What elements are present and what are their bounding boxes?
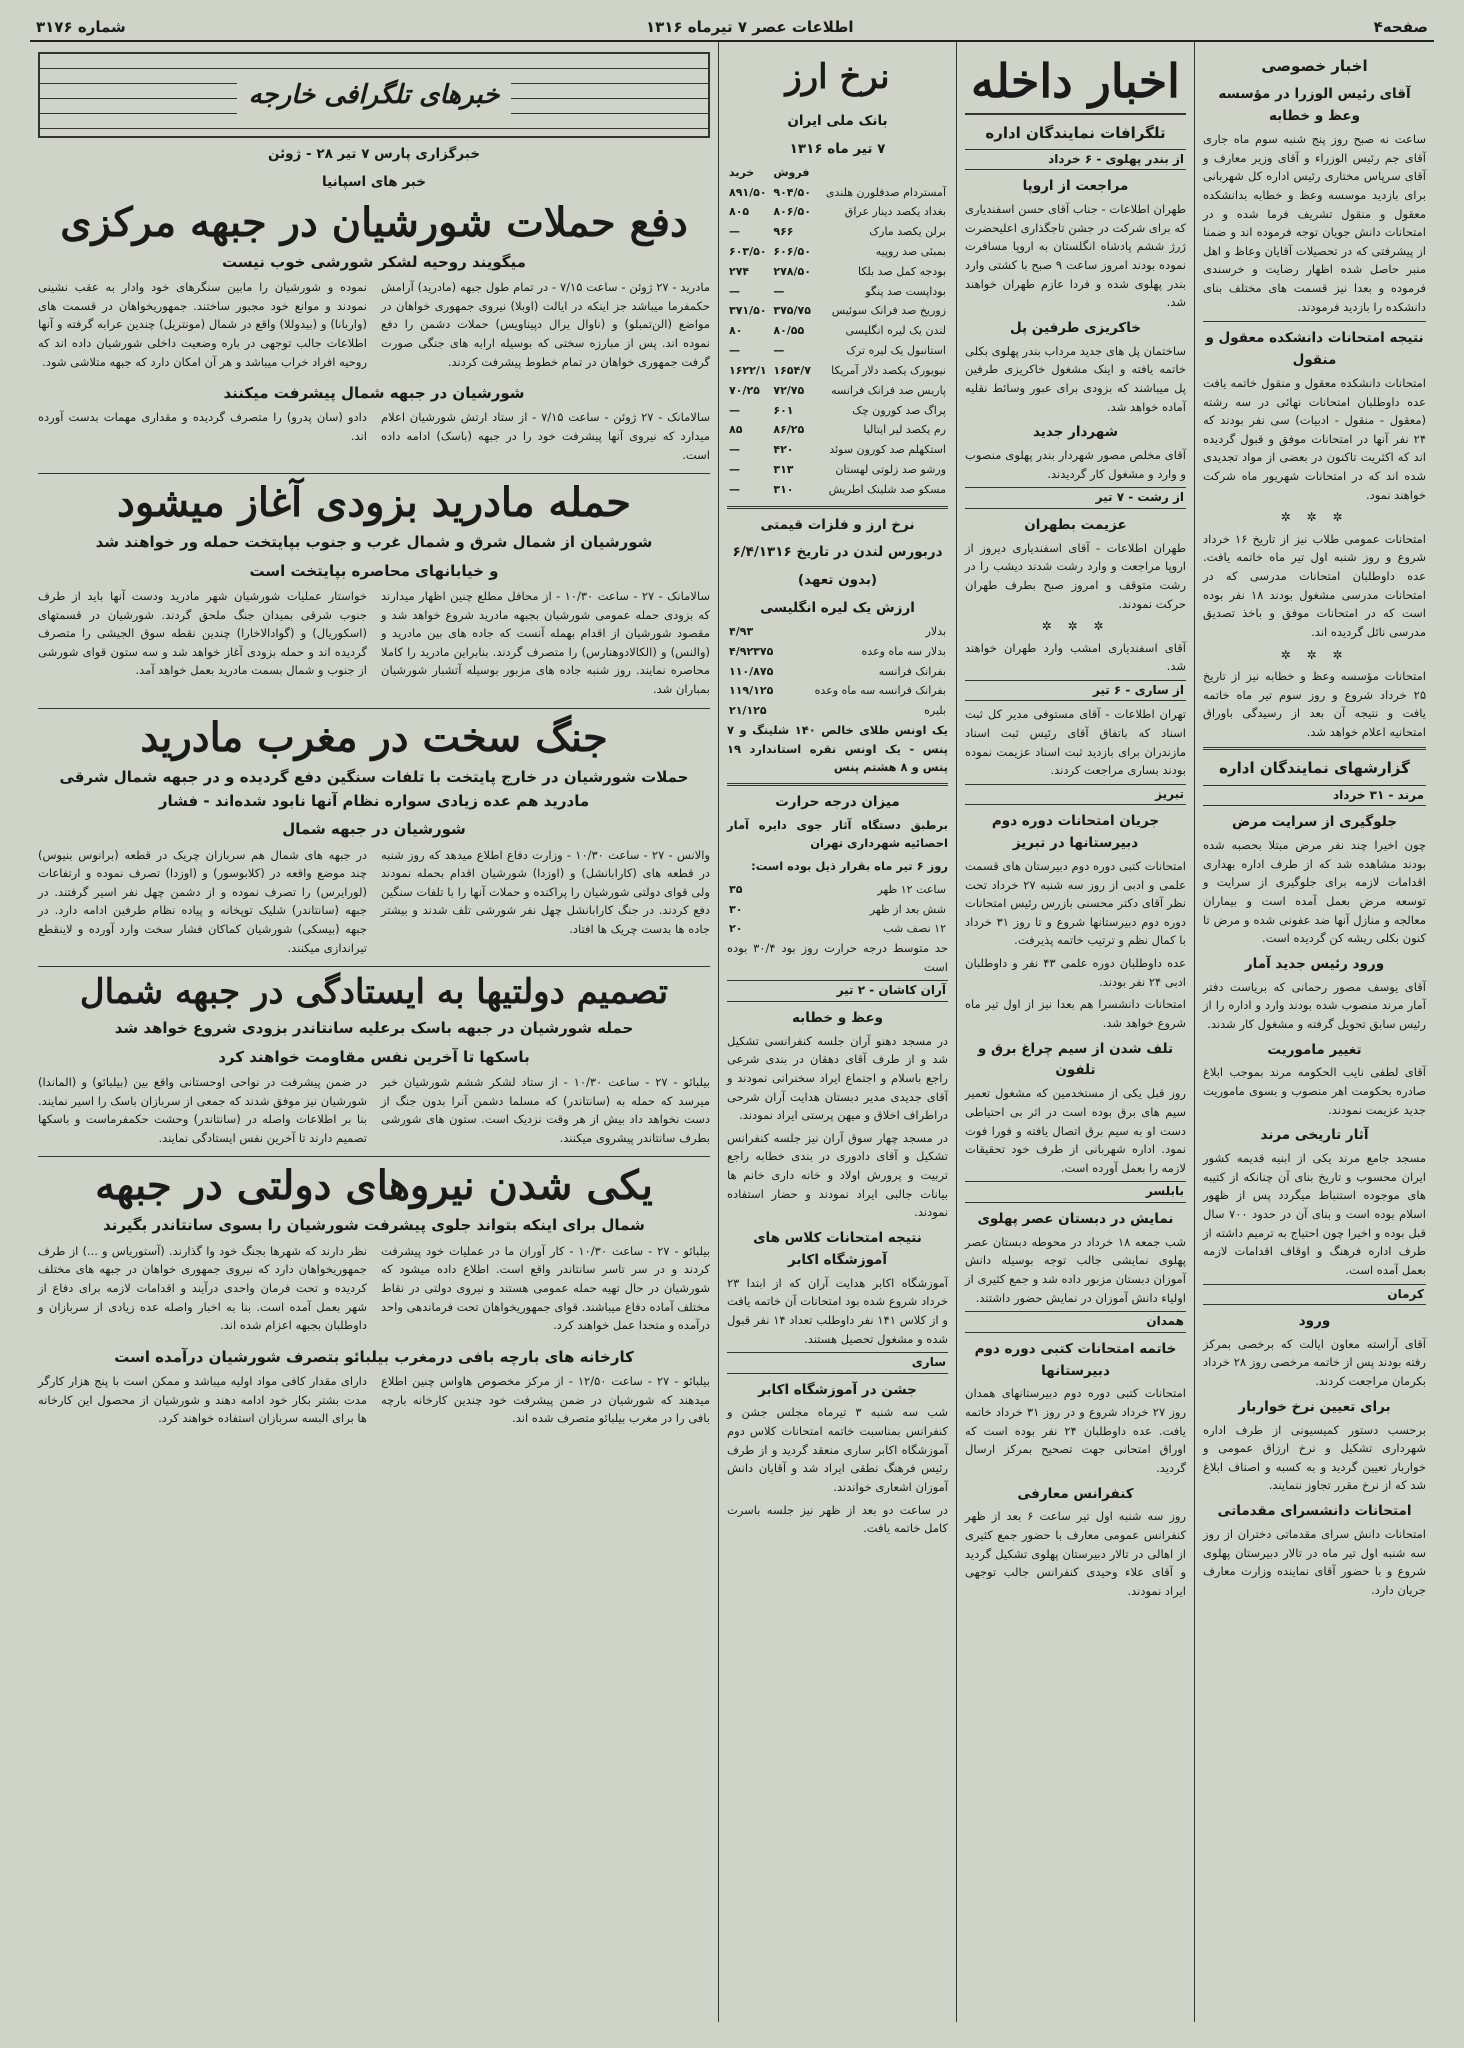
rate-row-currency: استانبول یک لیره ترک [846,344,946,358]
column-exchange-rates [718,42,956,2022]
article-body: نظر دارند که شهرها بجنگ خود وا گذارند. (آستوریاس و ...) از طرف جمهوریخواهان دارد که نیروی جمهوری خواهان در جبهه های مختلف کردیده و تحت فرمان واحدی درآیند و اقدامات لازمه برای دفاع از شهر بعمل آمده است. بنا به اخبار واصله عده زیادی از سربازان و داوطلبان بجبهه اعزام شده اند. [38,1243,367,1333]
article-title: جشن در آموزشگاه اکابر [758,1381,917,1398]
divider [727,783,948,786]
agency-dateline: خبرگزاری پارس ۷ تیر ۲۸ - ژوئن [267,146,481,162]
rate-row-buy: — [729,482,740,496]
divider [38,473,710,474]
article-body: بیلبائو - ۲۷ - ساعت ۱۰/۳۰ - از ستاد لشکر ششم شورشیان خبر میرسد که حمله به (سانتاندر) که مسلما دشمن آنرا بدون جنگ از دست نخواهد داد بیش از هر وقت نزدیک است. ستون های شورشی بطرف سانتاندر پیشروی میکنند. [381,1074,710,1145]
banner-title: خبرهای تلگرافی خارجه [237,72,512,118]
foreign-news-banner [38,52,710,138]
rates-table [727,163,948,500]
temperature-row-time: شش بعد از ظهر [869,902,946,916]
rate-row-sell: ۶۰۱ [773,403,794,417]
article-body: ساختمان پل های جدید مرداب بندر پهلوی بکلی خاتمه یافته و اینک مشغول خاکریزی طرفین پل میباشند که بزودی برای عبور وسائط نقلیه آماده خواهد شد. [965,343,1186,414]
dateline: از ساری - ۶ تیر [965,680,1186,701]
article-body: در جبهه های شمال هم سربازان چریک در قطعه (برانوس بنیوس) چند موضع واقعه در (کلابوسور) و (اوزدا) تصرف نموده و ارتفاعات (لورایرس) را تصرف نموده و از دشمن چهل نفر اسیر گرفتند. در جبهه (سانتاندر) شلیک توپخانه و پیاده نظام طرفین ادامه دارد. در جبهه (بیسکی) شورشیان کماکان فشار سخت وارد آورده و لاینقطع تیراندازی میکنند. [38,847,367,955]
rate-row-sell: ۳۱۰ [773,482,794,496]
article-body: چون اخیرا چند نفر مرض مبتلا بحصبه شده بودند مشاهده شد که از طرف اداره بهداری اقدامات لازمه برای جلوگیری از سرایت و توسعه مرض بعمل آمده است و بیماران معالجه و منازل آنها ضد عفونی شده و مرض تا کنون بکلی ریشه کن گردیده است. [1203,838,1426,946]
temperature-subtitle: برطبق دستگاه آثار جوی دایره آمار احصائیه شهرداری تهران [727,817,948,851]
article-body: مادرید - ۲۷ ژوئن - ساعت ۷/۱۵ - در تمام طول جبهه (مادرید) آرامش حکمفرما میباشد جز اینکه در ایالت (اوبلا) نیروی جمهوری خواهان در مواضع (الن‌تمبلو) و (ناوال یرال دپیناویس) حملات دشمن را دفع نموده اند. پس از مبارزه سختی که بوسیله ارابه های جنگی صورت گرفت جمهوری خواهان در تمام خطوط پیشرفت کردند. [381,280,710,369]
column-foreign-news [30,42,718,2022]
rate-row-sell: ۴۲۰ [773,443,794,457]
rate-row-sell: ۸۰۶/۵۰ [773,205,811,219]
gold-row-value: ۲۱/۱۲۵ [729,704,767,718]
divider [38,708,710,709]
article-body: آقای اسفندیاری امشب وارد طهران خواهند شد. [965,640,1186,674]
rate-row-currency: مسکو صد شلینک اطریش [828,482,946,496]
rate-row [727,401,948,421]
gold-subtitle-2: (بدون تعهد) [797,572,878,589]
rate-row-currency: رم یکصد لیر ایتالیا [863,423,946,437]
article-title: برای تعیین نرخ خواربار [1238,1398,1391,1415]
issue-number: شماره ۳۱۷۶ [36,18,126,36]
gold-row [727,622,948,642]
article-body: بیلبائو - ۲۷ - ساعت ۱۲/۵۰ - از مرکز مخصوص هاواس چنین اطلاع میدهند که شورشیان در ضمن پیشرفت خود چندین کارخانه بارچه بافی را در مغرب بیلبائو متصرف شده اند. [381,1374,710,1426]
article-body: سالامانک - ۲۷ - ساعت ۱۰/۳۰ - از محافل مطلع چنین اظهار میدارند که بزودی حمله عمومی شورشیان بجبهه مادرید شروع خواهد شد و مقصود شورشیان از اقدام بهمله آنست که جاده های بین مادرید و (والنس) و (الکالادوهنارس) را متصرف گردند. بنابراین مادرید را کاملا محاصره نمایند. روز شنبه جاده های مزبور بوسیله آتشبار شورشیان بمباران شد. [381,588,710,697]
rate-row-sell: — [773,284,785,298]
article-columns [38,1242,710,1339]
article-body: امتحانات مؤسسه وعظ و خطابه نیز از تاریخ ۲۵ خرداد شروع و روز سوم تیر ماه خاتمه یافت و نتیجه آن بعد از رسیدگی باوراق امتحانیه اعلام خواهد شد. [1203,668,1426,739]
article-body: روز قبل یکی از مستخدمین که مشغول تعمیر سیم های برق بوده است در اثر بی احتیاطی دست او به سیم برق اتصال یافته و فورا فوت نمود. اداره شهربانی از طرف خود تحقیقات لازمه را بعمل آورده است. [965,1086,1186,1175]
temperature-row [727,900,948,920]
column-private-news [1194,42,1434,2022]
article-body: تهران اطلاعات - آقای مستوفی مدیر کل ثبت اسناد که باتفاق آقای رئیس ثبت اسناد مازندران برای بازدید ثبت اسناد عزیمت نموده بودند بساری مراجعت کردند. [965,707,1186,778]
article-title: شورشیان در جبهه شمال پیشرفت میکنند [223,384,525,403]
rate-row-currency: نیویورک یکصد دلار آمریکا [831,363,946,377]
rate-row-buy: ۱۶۲۲/۱ [729,363,767,377]
header-buy: خرید [729,165,755,179]
stars-separator: ✲ ✲ ✲ [1280,647,1349,662]
rate-row-currency: بوداپست صد پنگو [865,284,946,298]
article-title: آثار تاریخی مرند [1260,1127,1369,1144]
gold-table [727,622,948,721]
stars-separator: ✲ ✲ ✲ [1280,510,1349,525]
rate-row [727,361,948,381]
headline: جنگ سخت در مغرب مادرید [140,713,608,761]
article-title: خاکریزی طرفین پل [1009,319,1142,336]
temperature-row-degree: ۳۵ [729,882,743,896]
headline: دفع حملات شورشیان در جبهه مرکزی [60,198,688,246]
divider [1203,321,1426,322]
rate-row-buy: ۸۰۵ [729,205,750,219]
article-body: شب جمعه ۱۸ خرداد در محوطه دبستان عصر پهلوی نمایشی جالب توجه بوسیله دانش آموزان دبستان مزبور داده شد و جمع کثیری از اولیاء دانش آموزان در نمایش حضور داشتند. [965,1234,1186,1305]
subheadline: شمال برای اینکه بتواند جلوی پیشرفت شورشیان را بسوی سانتاندر بگیرند [103,1216,645,1235]
rate-row-currency: استکهلم صد کورون سوئد [829,443,946,457]
heading-private-news: اخبار خصوصی [1261,57,1368,75]
rate-row-sell: ۳۱۳ [773,462,794,476]
article-title: کنفرانس معارفی [1017,1485,1134,1502]
article-body: برحسب دستور کمیسیونی از طرف اداره شهرداری تشکیل و نرخ ارزاق عمومی و خواربار تعیین گردید و به کسبه و اصناف ابلاغ شد که از نرخ مقرر تجاوز ننمایند. [1203,1422,1426,1493]
headline: یکی شدن نیروهای دولتی در جبهه [95,1162,653,1210]
rate-row-currency: زوریخ صد فرانک سوئیس [831,304,946,318]
rate-row [727,282,948,302]
rate-row-sell: ۱۶۵۴/۷ [773,363,811,377]
temperature-row [727,880,948,900]
dateline: تبریز [965,784,1186,805]
rate-row-buy: — [729,344,740,358]
article-body: در ساعت دو بعد از ظهر نیز جلسه باسرت کامل خاتمه یافت. [727,1502,948,1536]
article-body: مسجد جامع مرند یکی از ابنیه قدیمه کشور ایران محسوب و تاریخ بنای آن چنانکه از کتیبه های موجوده استنباط میگردد پس از ظهور اسلام بوده است و بنای آن در حدود ۷۰۰ سال قبل بوده و اخیرا چون احتیاج به ترمیم داشته از طرف اداره فرهنگ و اوقاف اقدامات لازمه بعمل آمده است. [1203,1151,1426,1277]
temperature-subtitle-2: روز ۶ تیر ماه بقرار ذیل بوده است: [751,859,948,874]
article-body: ساعت نه صبح روز پنج شنبه سوم ماه جاری آقای جم رئیس الوزراء و آقای وزیر معارف و آقای سرپاس مختاری رئیس اداره کل شهربانی برای بازدید موسسه وعظ و خطابه بدانشکده معقول و منقول تشریف فرما شده و در امتحانات دانش جویان توجه فرموده اند و ضمنا از پیشرفتی که در تحصیلات آقایان وعاظ و اهل منبر حاصل شده اظهار رضایت و خرسندی فرموده و بعدا نیز قسمت های مختلف بنای دانشکده را بازدید فرمودند. [1203,132,1426,314]
rate-row-buy: ۷۰/۲۵ [729,383,760,397]
dateline: از بندر پهلوی - ۶ خرداد [965,149,1186,170]
gold-row-label: بفرانک فرانسه سه ماه وعده [814,684,946,698]
rate-row [727,381,948,401]
gold-unit: ارزش یک لیره انگلیسی [760,600,915,617]
rate-row [727,202,948,222]
article-body: سالامانک - ۲۷ ژوئن - ساعت ۷/۱۵ - از ستاد ارتش شورشیان اعلام میدارد که نیروی آنها پیشرفت خود را در جبهه (باسک) ادامه داده است. [381,410,710,462]
article-title: کارخانه های بارچه بافی درمغرب بیلبائو بتصرف شورشیان درآمده است [114,1347,634,1366]
article-body: آموزشگاه اکابر هدایت آران که از ابتدا ۲۳ خرداد شروع شده بود امتحانات آن خاتمه یافت و از کلاس ۱۴۱ نفر داوطلب تعداد ۱۴ نفر قبول شده و مشغول تحصیل هستند. [727,1275,948,1346]
rate-row-buy: ۳۷۱/۵۰ [729,304,767,318]
temperature-footnote: حد متوسط درجه حرارت روز بود ۳۰/۴ بوده است [727,941,948,974]
subheadline: باسکها تا آخرین نفس مقاومت خواهند کرد [218,1047,530,1066]
gold-row [727,681,948,701]
gold-title: نرخ ارز و فلزات قیمتی [760,516,915,533]
rate-row-buy: ۶۰۳/۵۰ [729,245,767,259]
article-body: امتحانات کتبی دوره دوم دبیرستان های قسمت علمی و ادبی از روز سه شنبه ۲۷ خرداد تحت نظر آقای دکتر محسنی بازرس رئیس امتحانات دوره دوم دبیرستانها شروع و تا روز ۳۱ خرداد با کمال نظم و ترتیب خاتمه پذیرفت. [965,858,1186,948]
rate-row-currency: بودجه کمل صد بلکا [858,264,946,278]
rate-row-currency: لندن یک لیره انگلیسی [845,324,946,338]
article-title: جلوگیری از سرایت مرض [1232,814,1397,831]
article-body: در مسجد چهار سوق آران نیز جلسه کنفرانس تشکیل و آقای دادوری در بندی خطابه راجع تربیت و پرورش اولاد و خانه داری خانم ها بیانات جالبی ایراد نمودند و حضار استفاده نمودند. [727,1130,948,1220]
rate-row-buy: — [729,403,740,417]
gold-row-value: ۴/۹۲۳۷۵ [729,644,774,658]
temperature-table [727,880,948,939]
subheadline: و خیابانهای محاصره بپایتخت است [249,561,499,580]
rate-row-sell: ۹۶۶ [773,225,794,239]
article-body: عده داوطلبان دوره علمی ۴۳ نفر و داوطلبان ادبی ۲۴ نفر بودند. [965,956,1186,989]
rate-row-buy: — [729,225,740,239]
article-columns [38,587,710,703]
article-columns [38,278,710,375]
article-title: آقای رئیس الوزرا در مؤسسه وعظ و خطابه [1218,86,1411,125]
page-number: صفحه۴ [1373,18,1428,36]
article-body: بیلبائو - ۲۷ - ساعت ۱۰/۳۰ - کار آوران ما در عملیات خود پیشرفت کردند و در سر تاسر سانتاندر واقع است. اطلاع داده میشود که شورشیان در حال تهیه حمله عمومی هستند و نیروی دولتی در نقاط مختلف آماده دفاع میباشند. قوای جمهوریخواهان تحت فرماندهی واحد درآمده و متحدا عمل خواهند کرد. [381,1243,711,1333]
article-columns [38,1372,710,1432]
divider [38,1156,710,1157]
rate-row-sell: — [773,344,785,358]
article-body: امتحانات دانش سرای مقدماتی دختران از روز سه شنبه اول تیر ماه در تالار دبیرستان پهلوی شروع و با حضور آقای نماینده وزارت معارف جریان دارد. [1203,1526,1426,1597]
article-body: والانس - ۲۷ - ساعت ۱۰/۳۰ - وزارت دفاع اطلاع میدهد که روز شنبه در قطعه های (کارابانشل) و (اوزدا) شورشیان اقدام بحمله نمودند ولی قوای دولتی شورشیان را پراکنده و حملات آنها را با تلفات سنگین دفع کردند. در جنگ کارابانشل چهل نفر شورشی تلف شدند و بیشتر جاده ها بدست چریک ها افتاد. [381,847,710,937]
rate-row-sell: ۸۶/۲۵ [773,423,805,437]
temperature-title: میزان درجه حرارت [775,793,900,810]
article-body: شب سه شنبه ۳ تیرماه مجلس جشن و کنفرانس بمناسبت خاتمه امتحانات کلاس دوم آموزشگاه اکابر ساری منعقد گردید و از طرف رئیس فرهنگ نطقی ایراد شد و آقایان دانش آموزان اشعاری خواندند. [727,1405,949,1494]
subheadline: میگویند روحیه لشکر شورشی خوب نیست [222,252,526,271]
temperature-row [727,919,948,939]
rate-row-sell: ۲۷۸/۵۰ [773,264,811,278]
gold-subtitle: دربورس لندن در تاریخ ۶/۴/۱۳۱۶ [732,544,943,561]
rate-row-sell: ۶۰۶/۵۰ [773,245,811,259]
article-body: نموده و شورشیان را مابین سنگرهای خود وادار به عقب نشینی نمودند و موانع خود مجبور ساختند. جمهوریخواهان در قسمت های (واربانا) و (بیدوللا) واقع در شمال (مونتریل) چندین عرابه گرفته و آنها اطلاعات جالب توجهی در باره وضعیت داخلی شورشیان داده اند که روحیه افراد خراب میباشد و هر آن امکان دارد که جبهه متلاشی شود. [38,280,367,369]
article-body: طهران اطلاعات - جناب آقای حسن اسفندیاری که برای شرکت در جشن تاجگذاری اعلیحضرت ژرژ ششم پادشاه انگلستان به اروپا مسافرت نموده بودند امروز ساعت ۹ صبح با کشتی وارد بندر پهلوی شده و فردا عازم طهران خواهند شد. [965,202,1186,310]
article-body: آقای آراسته معاون ایالت که برخصی بمرکز رفته بودند پس از خاتمه مرخصی روز ۲۸ خرداد بکرمان مراجعت کردند. [1203,1336,1426,1389]
rate-row [727,321,948,341]
article-columns [38,1073,710,1152]
article-body: روز سه شنبه اول تیر ساعت ۶ بعد از ظهر کنفرانس عمومی معارف با حضور جمع کثیری از اهالی در تالار دبیرستان پهلوی تشکیل گردید و آقای علاء وحیدی کنفرانس جالب توجهی ایراد نمودند. [965,1509,1186,1598]
divider [38,966,710,967]
article-body: امتحانات دانشکده معقول و منقول خاتمه یافت عده داوطلبان امتحانات نهائی در سه رشته (معقول - منقول - ادبیات) سی نفر بودند که ۲۴ نفر آنها در امتحانات موفق و قبول گردیده اند که اکثریت تاکنون در بعضی از مواد تجدیدی شده اند که در امتحانات شهریور ماه شرکت خواهند نمود. [1203,375,1426,502]
article-title: جریان امتحانات دوره دوم دبیرستانها در تبریز [991,813,1160,852]
heading-reports: گزارشهای نمایندگان اداره [1219,759,1410,778]
rates-header [727,163,948,183]
rate-row-currency: بغداد یکصد دینار عراق [844,205,946,219]
subheadline: شورشیان از شمال شرق و شمال غرب و جنوب بپایتخت حمله ور خواهند شد [95,533,653,552]
rate-row-currency: بمبئی صد روپیه [875,245,946,259]
dateline: بابلسر [965,1181,1186,1202]
gold-row-label: بدلار [925,625,946,639]
article-title: مراجعت از اروپا [1022,178,1129,195]
gold-row-label: بدلار سه ماه وعده [861,644,946,658]
rate-row [727,301,948,321]
article-title: نتیجه امتحانات کلاس های آموزشگاه اکابر [753,1229,922,1268]
rate-row [727,341,948,361]
divider [1203,747,1426,750]
rate-row-sell: ۷۲/۷۵ [773,383,805,397]
article-title: عزیمت بطهران [1024,516,1127,533]
rate-row [727,440,948,460]
article-body: طهران اطلاعات - آقای اسفندیاری دیروز از اروپا مراجعت و وارد رشت شدند دیشب را در رشت متوقف و امروز صبح بطرف طهران حرکت نمودند. [965,540,1186,611]
rates-date: ۷ تیر ماه ۱۳۱۶ [789,140,886,157]
exchange-title: نرخ ارز [785,57,890,97]
rate-row [727,420,948,440]
stars-separator: ✲ ✲ ✲ [1041,619,1110,634]
article-title: ورود [1298,1312,1331,1329]
rate-row-currency: آمستردام صدفلورن هلندی [825,185,946,199]
article-body: امتحانات دانشسرا هم بعدا نیز از اول تیر ماه شروع خواهد شد. [965,997,1186,1030]
article-body: امتحانات عمومی طلاب نیز از تاریخ ۱۶ خرداد شروع و روز شنبه اول تیر ماه خاتمه یافت. عده داوطلبان امتحانات مدرسی که در امتحانات مدرسی مشغول بودند ۱۸ نفر بوده است که در امتحانات موفق و باخذ تصدیق مدرسی نائل گردیده اند. [1203,531,1427,639]
article-title: امتحانات دانشسرای مقدماتی [1217,1503,1412,1520]
rate-row-currency: ورشو صد زلوتی لهستان [835,462,946,476]
article-body: در ضمن پیشرفت در نواحی اوحستانی واقع بین (بیلبائو) و (الماندا) شورشیان نیز موفق شدند که جمعی از سربازان باسک را اسیر نمایند. بنا بر اطلاعات واصله در (سانتاندر) وحشت حکمفرماست و باسکها تصمیم دارند تا آخرین نفس ایستادگی نمایند. [38,1074,367,1145]
rate-row [727,183,948,203]
article-title: وعظ و خطابه [791,1009,884,1026]
article-title: نتیجه امتحانات دانشکده معقول و منقول [1205,330,1424,369]
article-body: در مسجد دهنو آران جلسه کنفرانسی تشکیل شد و از طرف آقای دهقان در بندی شرعی راجع باسلام و اجتماع ایراد سخنرانی نمودند و آقای جدیدی مدیر دبستان هدایت آران شرحی دراطراف اخلاق و میهن پرستی ایراد نمودند. [727,1033,948,1123]
rate-row [727,242,948,262]
dateline: مرند - ۳۱ خرداد [1203,785,1426,806]
article-body: خواستار عملیات شورشیان شهر مادرید ودست آنها باید از طرف جنوب شرقی بمیدان جنگ ملحق گردند. شورشیان در قسمتهای (اسکوریال) و (گوادالاخارا) چندین نقطه سوق الجیشی را متصرف گردیده اند و حمله بزودی آغاز خواهد شد و سه ستون قوای شورشی از جنوب و شمال بسمت مادرید بعمل خواهد آمد. [38,588,367,678]
rate-row-buy: ۲۷۴ [729,264,750,278]
gold-row-value: ۴/۹۳ [729,625,754,639]
rate-row-buy: — [729,284,740,298]
gold-row [727,642,948,662]
rate-row-sell: ۳۷۵/۷۵ [773,304,811,318]
article-title: تغییر ماموریت [1267,1041,1362,1058]
gold-row [727,662,948,682]
article-body: دادو (سان پدرو) را متصرف گردیده و مقداری مهمات بدست آورده اند. [38,410,367,444]
headline: تصمیم دولتیها به ایستادگی در جبهه شمال [79,972,669,1013]
temperature-row-time: ساعت ۱۲ ظهر [877,882,946,896]
spain-tag: خبر های اسپانیا [322,173,426,190]
heading-telegrams: تلگرافات نمایندگان اداره [985,123,1166,142]
article-body: دارای مقدار کافی مواد اولیه میباشد و ممکن است با پنج هزار کارگر مدت بشتر بکار خود ادامه دهند و شورشیان از محصول این کارخانه ها برای البسه سربازان استفاده خواهند کرد. [38,1374,367,1426]
subheadline: حمله شورشیان در جبهه باسک برعلیه سانتاندر بزودی شروع خواهد شد [114,1019,634,1038]
article-columns [38,408,710,468]
rate-row-currency: پراگ صد کورون چک [852,403,946,417]
dateline: ساری [727,1352,948,1373]
rate-row [727,460,948,480]
rate-row-sell: ۹۰۴/۵۰ [773,185,811,199]
gold-row-value: ۱۱۰/۸۷۵ [729,664,774,678]
rate-row-sell: ۸۰/۵۵ [773,324,805,338]
article-body: امتحانات کتبی دوره دوم دبیرستانهای همدان روز ۲۷ خرداد شروع و در روز ۳۱ خرداد خاتمه یافت. عده داوطلبان ۲۴ نفر بوده است که اوراق امتحانی جهت تصحیح بمرکز ارسال گردید. [965,1386,1186,1475]
rate-row-buy: ۸۰ [729,324,743,338]
subheadline: حملات شورشیان در خارج پایتخت با تلفات سنگین دفع گردیده و در جبهه شمال شرقی مادرید هم عده زیادی سواره نظام آنها نابود شده‌اند - فشار [59,767,689,810]
temperature-row-degree: ۳۰ [729,902,743,916]
column-domestic-news [956,42,1194,2022]
subheadline: شورشیان در جبهه شمال [282,820,466,839]
article-title: خاتمه امتحانات کتبی دوره دوم دبیرستانها [974,1340,1177,1379]
article-title: نمایش در دبستان عصر پهلوی [977,1210,1174,1227]
dateline: کرمان [1203,1284,1426,1305]
rate-row [727,480,948,500]
rate-row-buy: ۸۹۱/۵۰ [729,185,767,199]
rate-row-buy: — [729,462,740,476]
article-body: آقای مخلص مصور شهردار بندر پهلوی منصوب و وارد و مشغول کار گردیدند. [965,448,1186,481]
temperature-row-degree: ۲۰ [729,922,743,936]
rate-row-currency: پاریس صد فرانک فرانسه [831,383,946,397]
article-title: شهردار جدید [1032,424,1118,441]
headline: حمله مادرید بزودی آغاز میشود [117,479,631,527]
article-body: آقای یوسف مصور رحمانی که بریاست دفتر آمار مرند منصوب شده بودند وارد و اداره را از رئیس سابق تحویل گرفته و مشغول کار شدند. [1203,979,1426,1031]
gold-row [727,701,948,721]
rate-row-currency: برلن یکصد مارک [869,225,946,239]
article-columns [38,846,710,962]
gold-row-label: بلیره [924,704,946,718]
article-body: آقای لطفی نایب الحکومه مرند بموجب ابلاغ صادره بحکومت اهر منصوب و بسوی ماموریت جدید عزیمت نمودند. [1203,1065,1426,1117]
section-title-domestic: اخبار داخله [965,56,1186,115]
header-sell: فروش [773,165,810,179]
dateline: آران کاشان - ۲ تیر [727,980,948,1001]
gold-row-label: بفرانک فرانسه [878,664,946,678]
paper-name-date: اطلاعات عصر ۷ تیرماه ۱۳۱۶ [645,18,854,36]
rate-row [727,262,948,282]
dateline: همدان [965,1311,1186,1332]
divider [727,506,948,509]
rate-row [727,222,948,242]
masthead [30,14,1434,42]
rate-row-buy: ۸۵ [729,423,743,437]
bank-name: بانک ملی ایران [787,113,888,130]
article-title: تلف شدن از سیم چراغ برق و تلفون [977,1040,1174,1079]
dateline: از رشت - ۷ تیر [965,487,1186,508]
columns [30,42,1434,2022]
temperature-row-time: ۱۲ نصف شب [883,922,946,936]
gold-footnote: یک اونس طلای خالص ۱۴۰ شلینگ و ۷ پنس - یک اونس نقره استاندارد ۱۹ پنس و ۸ هشتم پنس [727,723,948,775]
rate-row-buy: — [729,443,740,457]
gold-row-value: ۱۱۹/۱۲۵ [729,684,774,698]
article-title: ورود رئیس جدید آمار [1244,955,1385,972]
